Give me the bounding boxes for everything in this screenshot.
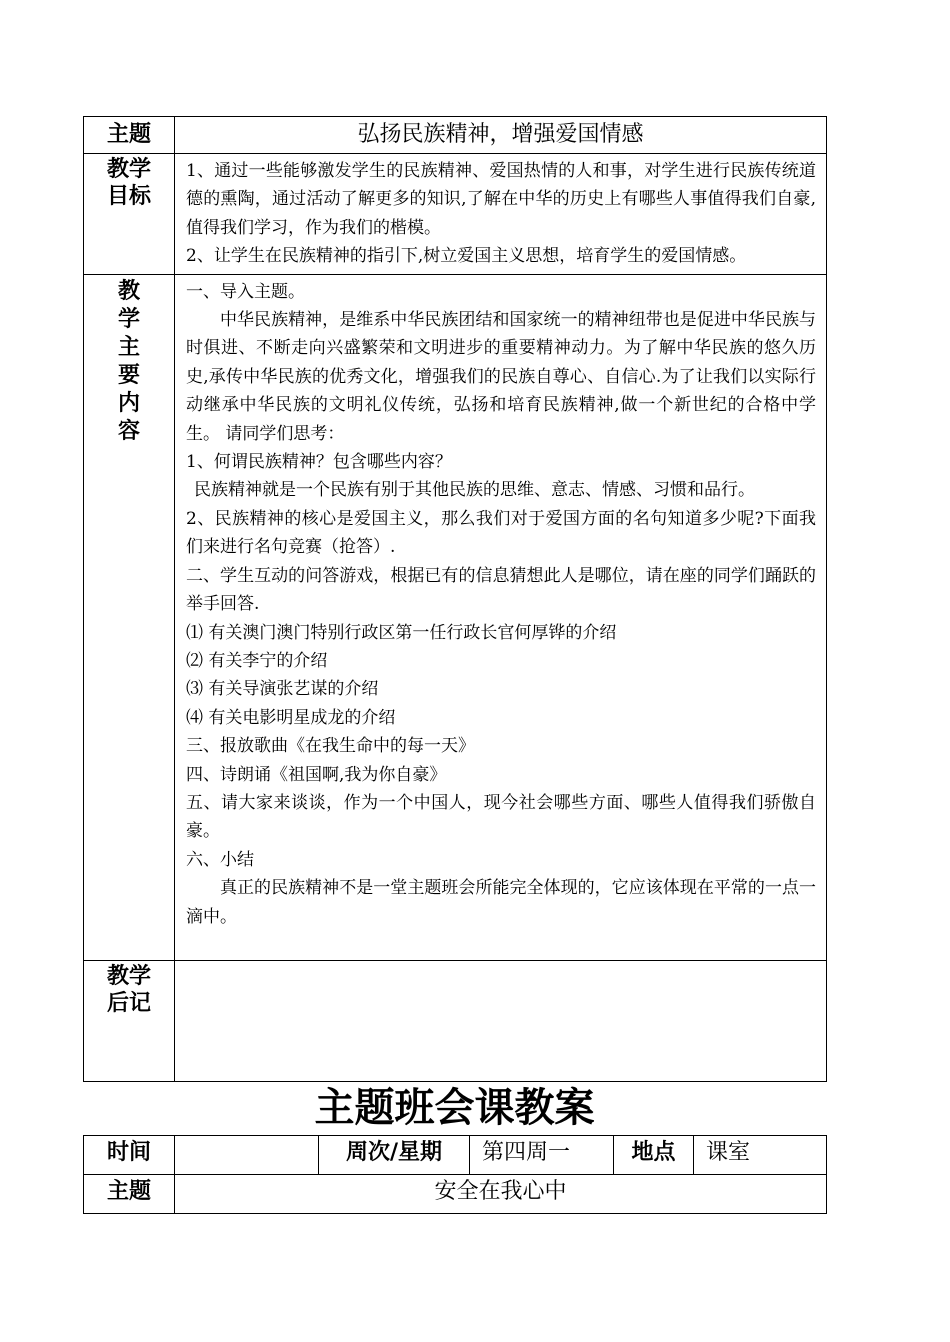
lesson-plan-header-table — [83, 1135, 827, 1214]
notes-label-line: 后记 — [106, 990, 151, 1016]
content-item: ⑷ 有关电影明星成龙的介绍 — [186, 707, 396, 728]
content-item: 1、何谓民族精神？包含哪些内容？ — [186, 452, 452, 473]
notes-value — [175, 960, 827, 1081]
content-item: 民族精神就是一个民族有别于其他民族的思维、意志、情感、习惯和品行。 — [194, 480, 755, 501]
objective-label-line: 目标 — [106, 184, 151, 209]
content-item: ⑴ 有关澳门澳门特别行政区第一任行政长官何厚铧的介绍 — [186, 622, 617, 643]
content-label-char: 要 — [117, 362, 140, 388]
document-title: 主题班会课教案 — [314, 1085, 595, 1131]
content-cell — [175, 274, 827, 960]
content-item: ⑶ 有关导演张艺谋的介绍 — [186, 679, 379, 700]
content-label — [84, 274, 175, 960]
objective-item: 2、让学生在民族精神的指引下,树立爱国主义思想，培育学生的爱国情感。 — [186, 246, 747, 267]
notes-label — [84, 960, 175, 1081]
content-label-char: 教 — [117, 278, 140, 304]
topic-row — [84, 117, 827, 154]
content-item: 一、导入主题。 — [186, 281, 305, 302]
content-paragraph: 真正的民族精神不是一堂主题班会所能完全体现的，它应该体现在平常的一点一滴中。 — [186, 878, 816, 927]
objective-label — [84, 154, 175, 275]
time-row — [84, 1136, 827, 1175]
content-label-char: 内 — [117, 390, 140, 416]
topic-label: 主题 — [84, 117, 175, 154]
time-label: 时间 — [84, 1136, 175, 1175]
content-item: 五、请大家来谈谈，作为一个中国人，现今社会哪些方面、哪些人值得我们骄傲自豪。 — [186, 792, 816, 842]
objective-row — [84, 154, 827, 275]
lesson-plan-table — [83, 116, 827, 1082]
week-label: 周次/星期 — [319, 1136, 470, 1175]
content-item: 三、报放歌曲《在我生命中的每一天》 — [186, 736, 475, 757]
content-item: 二、学生互动的问答游戏，根据已有的信息猜想此人是哪位，请在座的同学们踊跃的举手回答. — [186, 565, 816, 615]
topic-row-2 — [84, 1175, 827, 1214]
objective-item: 1、通过一些能够激发学生的民族精神、爱国热情的人和事，对学生进行民族传统道德的熏陶，通过活动了解更多的知识,了解在中华的历史上有哪些人事值得我们自豪,值得我们学习，作为我们的楷模。 — [186, 161, 816, 238]
time-value — [175, 1136, 319, 1175]
content-row — [84, 274, 827, 960]
content-item: ⑵ 有关李宁的介绍 — [186, 650, 328, 671]
content-label-char: 主 — [117, 334, 140, 360]
notes-row — [84, 960, 827, 1081]
content-label-char: 容 — [117, 418, 140, 444]
topic-value-2: 安全在我心中 — [175, 1175, 827, 1214]
place-label: 地点 — [614, 1136, 694, 1175]
week-value: 第四周一 — [470, 1136, 614, 1175]
notes-label-line: 教学 — [106, 963, 151, 989]
topic-label-2: 主题 — [84, 1175, 175, 1214]
content-item: 2、民族精神的核心是爱国主义，那么我们对于爱国方面的名句知道多少呢?下面我们来进行名句竞赛（抢答）. — [186, 508, 816, 558]
content-item: 四、诗朗诵《祖国啊,我为你自豪》 — [186, 764, 447, 785]
topic-value: 弘扬民族精神，增强爱国情感 — [175, 117, 827, 154]
objective-label-line: 教学 — [106, 157, 151, 182]
place-value: 课室 — [694, 1136, 827, 1175]
content-item: 六、小结 — [186, 849, 254, 870]
content-paragraph: 中华民族精神，是维系中华民族团结和国家统一的精神纽带也是促进中华民族与时俱进、不断走向兴盛繁荣和文明进步的重要精神动力。为了解中华民族的悠久历史,承传中华民族的优秀文化，增强我们的民族自尊心、自信心.为了让我们以实际行动继承中华民族的文明礼仪传统，弘扬和培育民族精神,做一个新世纪的合格中学生。 请同学们思考： — [186, 310, 816, 444]
content-label-char: 学 — [117, 306, 140, 332]
objectives-cell — [175, 154, 827, 275]
